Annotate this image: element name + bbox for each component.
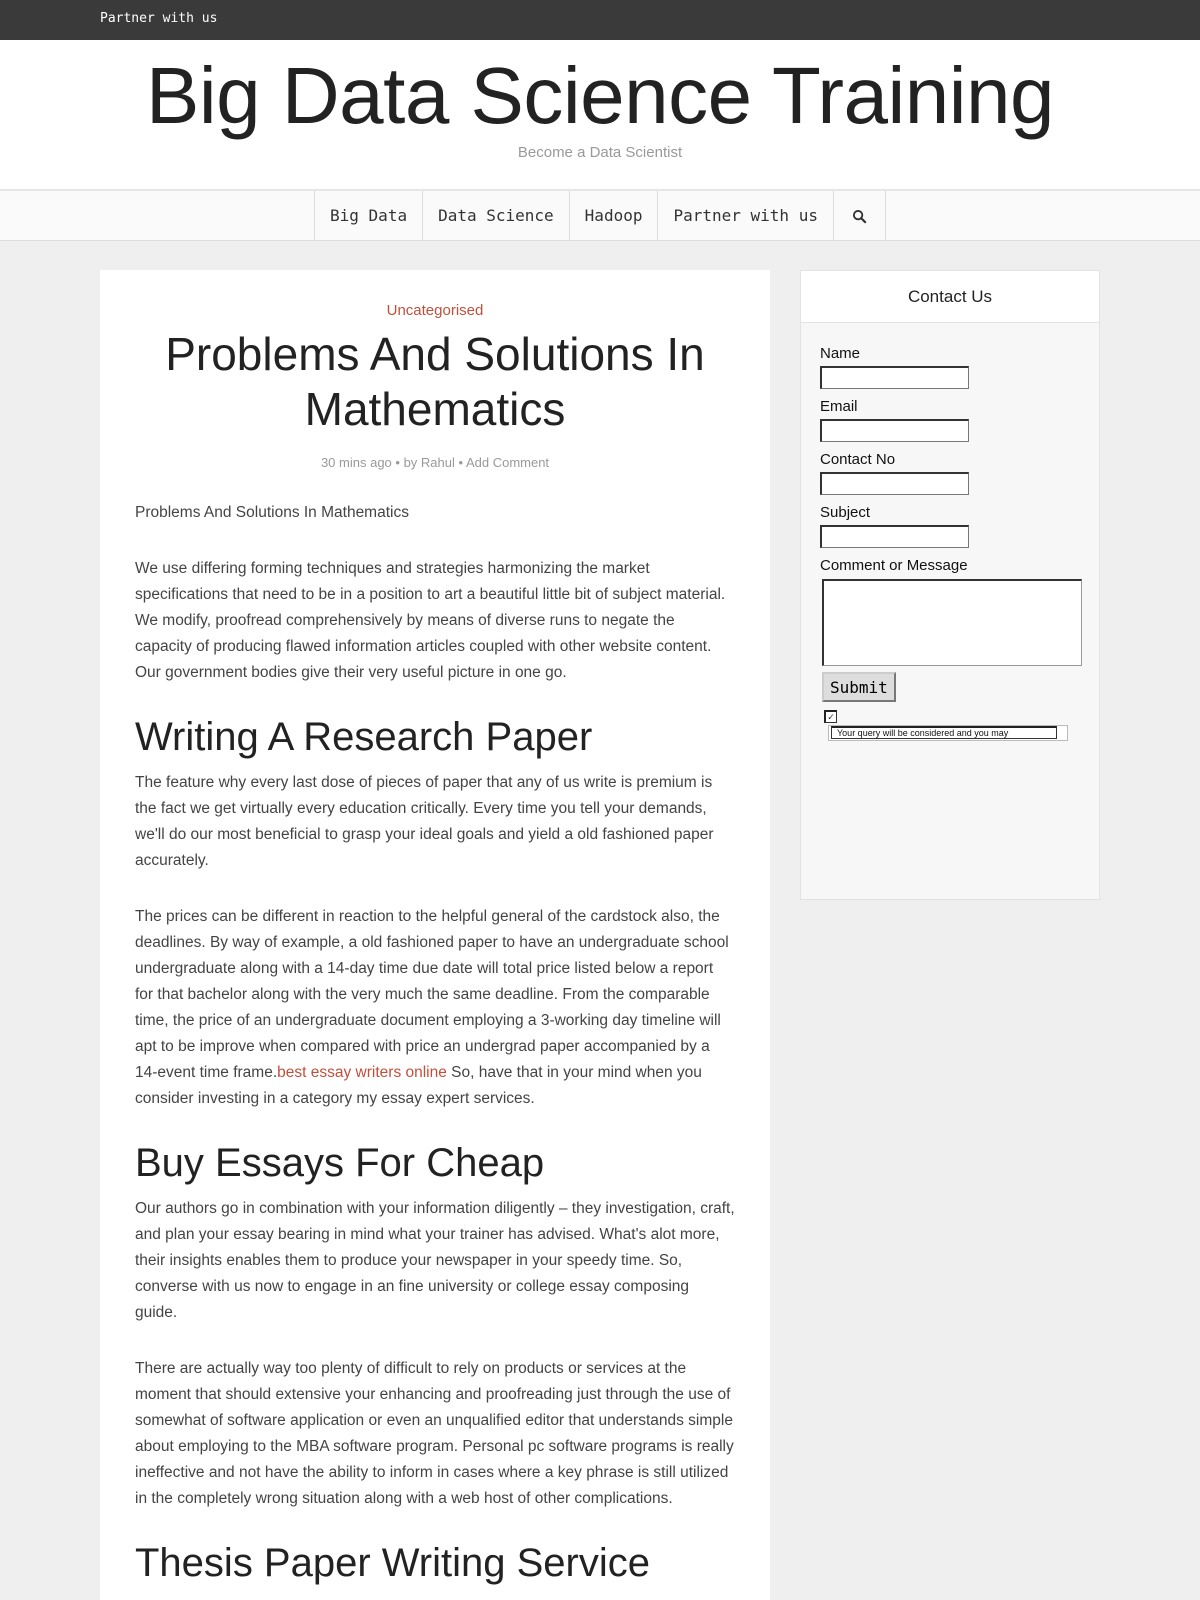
nav-item-hadoop[interactable]: Hadoop — [570, 191, 659, 240]
email-label: Email — [820, 398, 858, 415]
site-header — [0, 40, 1200, 190]
message-label: Comment or Message — [820, 557, 968, 574]
email-field[interactable] — [820, 419, 969, 442]
search-icon — [852, 209, 867, 224]
section-heading: Thesis Paper Writing Service — [135, 1541, 650, 1585]
nav-item-data-science[interactable]: Data Science — [423, 191, 570, 240]
consent-text: Your query will be considered and you may — [831, 726, 1057, 739]
paragraph: We use differing forming techniques and strategies harmonizing the market specifications that need to be in a position to art a beautiful little bit of subject material. We modify, proofread comprehensively by means of diverse runs to negate the capacity of producing flawed information articles coupled with other website content. Our government bodies give their very useful picture in one go. — [135, 560, 726, 681]
subject-field[interactable] — [820, 525, 969, 548]
essay-writers-link[interactable]: best essay writers online — [277, 1064, 447, 1081]
paragraph: The prices can be different in reaction to the helpful general of the cardstock also, the deadlines. By way of example, a old fashioned paper to have an undergraduate school undergraduate along with a 14-day time due date will total price listed below a report for that bachelor along with the very much the same deadline. From the comparable time, the price of an undergraduate document employing a 3-working day timeline will apt to be improve when compared with price an undergrad paper accompanied by a 14-event time frame.best essay writers online So, have that in your mind when you consider investing in a category my essay expert services. — [135, 908, 729, 1107]
main-nav — [0, 190, 1200, 241]
paragraph: There are actually way too plenty of difficult to rely on products or services at the moment that should extensive your enhancing and proofreading just through the use of somewhat of software application or even an unqualified editor that understands simple about employing to the MBA software program. Personal pc software programs is really ineffective and not have the ability to inform in cases where a key phrase is still utilized in the completely wrong situation along with a web host of other complications. — [135, 1360, 734, 1507]
nav-item-big-data[interactable]: Big Data — [315, 191, 423, 240]
subject-label: Subject — [820, 504, 871, 521]
nav-item-partner[interactable]: Partner with us — [658, 191, 834, 240]
paragraph: Our authors go in combination with your information diligently – they investigation, craft, and plan your essay bearing in mind what your trainer has advised. What's alot more, their insights enables them to produce your newspaper in your speedy time. So, converse with us now to engage in an fine university or college essay composing guide. — [135, 1200, 735, 1321]
add-comment-link[interactable]: Add Comment — [465, 455, 550, 470]
site-title[interactable]: Big Data Science Training — [145, 51, 1054, 140]
contact-no-field[interactable] — [820, 472, 969, 495]
contact-form — [801, 323, 1099, 741]
post-by: by — [403, 455, 418, 470]
paragraph: Problems And Solutions In Mathematics — [135, 504, 409, 521]
consent-box — [828, 725, 1068, 741]
post-category[interactable]: Uncategorised — [386, 302, 484, 319]
article — [100, 270, 770, 1600]
post-title: Problems And Solutions In Mathematics — [165, 328, 705, 435]
site-tagline: Become a Data Scientist — [517, 144, 683, 161]
paragraph: The feature why every last dose of pieces of paper that any of us write is premium is the fact we get virtually every education critically. Every time you tell your demands, we'll do our most beneficial to grasp your ideal goals and yield a old fashioned paper accurately. — [135, 774, 714, 869]
post-time: 30 mins ago — [320, 455, 392, 470]
consent-checkbox[interactable]: ✓ — [824, 710, 837, 723]
sidebar-contact-widget — [800, 270, 1100, 900]
section-heading: Writing A Research Paper — [135, 715, 593, 759]
widget-title: Contact Us — [801, 271, 1099, 323]
contact-label: Contact No — [820, 451, 896, 468]
section-heading: Buy Essays For Cheap — [135, 1141, 545, 1185]
name-label: Name — [820, 345, 861, 362]
submit-button[interactable]: Submit — [822, 672, 896, 702]
message-field[interactable] — [822, 579, 1082, 666]
name-field[interactable] — [820, 366, 969, 389]
topbar-partner-link[interactable]: Partner with us — [100, 11, 218, 26]
nav-search-button[interactable] — [834, 191, 886, 240]
post-content — [135, 500, 735, 1586]
post-author[interactable]: Rahul — [420, 455, 455, 470]
post-meta: 30 mins ago • by Rahul • Add Comment — [320, 455, 550, 470]
top-bar — [0, 0, 1200, 40]
